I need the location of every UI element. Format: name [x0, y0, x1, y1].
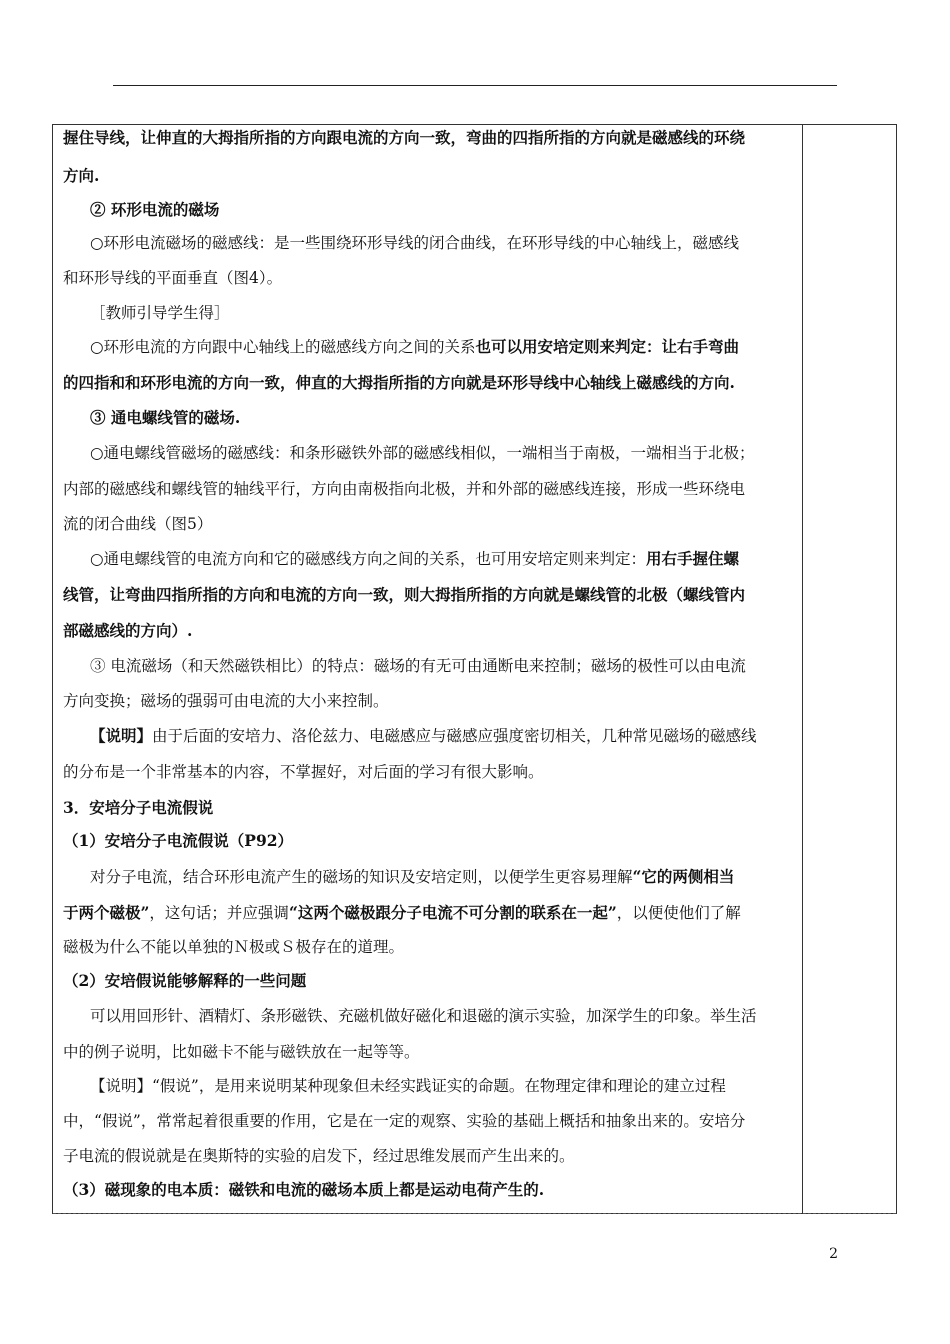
bold-text-run: “它的两侧相当 [632, 867, 735, 886]
bold-text-run: 方向. [63, 166, 100, 185]
text-line [90, 337, 739, 357]
bold-text-run: 部磁感线的方向）. [63, 621, 193, 640]
text-line [63, 1111, 745, 1131]
text-line [90, 443, 755, 463]
text-line [63, 903, 741, 923]
text-run: ［教师引导学生得］ [90, 304, 230, 322]
bold-text-run: ③ 通电螺线管的磁场. [90, 408, 241, 427]
notes-column-divider [802, 125, 803, 1213]
bold-text-run: 于两个磁极” [63, 903, 150, 922]
page-number: 2 [829, 1246, 838, 1262]
header-rule [113, 85, 837, 86]
text-line [90, 549, 739, 569]
bold-text-run: （2）安培假说能够解释的一些问题 [63, 971, 307, 990]
text-line [90, 303, 230, 323]
text-line [63, 373, 735, 393]
bold-text-run: （3）磁现象的电本质：磁铁和电流的磁场本质上都是运动电荷产生的. [63, 1180, 545, 1199]
text-run: 对分子电流，结合环形电流产生的磁场的知识及安培定则，以便学生更容易理解 [90, 868, 633, 886]
text-run: 方向变换；磁场的强弱可由电流的大小来控制。 [63, 692, 389, 710]
text-run: ○环形电流磁场的磁感线：是一些围绕环形导线的闭合曲线，在环形导线的中心轴线上，磁感线 [90, 234, 740, 252]
text-line [63, 937, 404, 957]
text-run: ③ 电流磁场（和天然磁铁相比）的特点：磁场的有无可由通断电来控制；磁场的极性可以由电流 [90, 657, 746, 675]
text-run: 【说明】“假说”，是用来说明某种现象但未经实践证实的命题。在物理定律和理论的建立过程 [90, 1077, 726, 1095]
text-run: 可以用回形针、酒精灯、条形磁铁、充磁机做好磁化和退磁的演示实验，加深学生的印象。举生活 [90, 1007, 757, 1025]
text-line [63, 479, 745, 499]
text-run: 中的例子说明，比如磁卡不能与磁铁放在一起等等。 [63, 1043, 420, 1061]
text-line [63, 1042, 420, 1062]
text-run: 由于后面的安培力、洛伦兹力、电磁感应与磁感应强度密切相关，几种常见磁场的磁感线 [152, 727, 757, 745]
bold-text-run: 的四指和和环形电流的方向一致，伸直的大拇指所指的方向就是环形导线中心轴线上磁感线的方向. [63, 373, 735, 392]
text-line [90, 200, 219, 220]
bold-text-run: 用右手握住螺 [646, 549, 740, 568]
text-line [90, 1006, 757, 1026]
text-run: ，这句话；并应强调 [149, 904, 289, 922]
text-run: 的分布是一个非常基本的内容，不掌握好，对后面的学习有很大影响。 [63, 763, 544, 781]
text-line [90, 1076, 726, 1096]
text-run: 流的闭合曲线（图5） [63, 515, 213, 533]
text-line [63, 128, 745, 148]
text-run: 中，“假说”，常常起着很重要的作用，它是在一定的观察、实验的基础上概括和抽象出来的。安培分 [63, 1112, 746, 1130]
text-run: 磁极为什么不能以单独的Ｎ极或Ｓ极存在的道理。 [63, 938, 405, 956]
text-run: ○通电螺线管磁场的磁感线：和条形磁铁外部的磁感线相似，一端相当于南极，一端相当于北极； [90, 444, 755, 462]
text-line [63, 621, 192, 641]
text-line [90, 408, 240, 428]
bold-text-run: 线管，让弯曲四指所指的方向和电流的方向一致，则大拇指所指的方向就是螺线管的北极（螺线管内 [63, 585, 746, 604]
text-line [63, 762, 544, 782]
text-line [90, 867, 734, 887]
bold-text-run: “这两个磁极跟分子电流不可分割的联系在一起” [288, 903, 617, 922]
text-run: ○环形电流的方向跟中心轴线上的磁感线方向之间的关系 [90, 338, 476, 356]
lesson-table [52, 124, 897, 1214]
table-bottom-rule [53, 1213, 896, 1214]
text-line [63, 268, 282, 288]
text-run: ，以便使他们了解 [616, 904, 741, 922]
section-3-heading [63, 798, 213, 818]
text-run: 内部的磁感线和螺线管的轴线平行，方向由南极指向北极，并和外部的磁感线连接，形成一些环绕电 [63, 480, 746, 498]
bold-text-run: ② 环形电流的磁场 [90, 200, 220, 219]
bold-text-run: 也可以用安培定则来判定：让右手弯曲 [475, 337, 740, 356]
text-line [63, 166, 99, 186]
text-line [63, 585, 745, 605]
text-run: 和环形导线的平面垂直（图4）。 [63, 269, 283, 287]
text-line [63, 691, 389, 711]
bold-text-run: （1）安培分子电流假说（P92） [63, 831, 294, 850]
text-line [63, 1146, 575, 1166]
text-run: 子电流的假说就是在奥斯特的实验的启发下，经过思维发展而产生出来的。 [63, 1147, 575, 1165]
bold-text-run: 【说明】 [90, 726, 153, 745]
text-line [90, 656, 746, 676]
text-line [63, 1180, 544, 1200]
text-line [90, 233, 739, 253]
text-line [63, 831, 293, 851]
text-line [63, 514, 212, 534]
text-run: ○通电螺线管的电流方向和它的磁感线方向之间的关系，也可用安培定则来判定： [90, 550, 647, 568]
bold-text-run: 握住导线，让伸直的大拇指所指的方向跟电流的方向一致，弯曲的四指所指的方向就是磁感线的环绕 [63, 128, 746, 147]
bold-text-run: 3．安培分子电流假说 [63, 798, 214, 817]
text-line [63, 971, 306, 991]
text-line [90, 726, 757, 746]
